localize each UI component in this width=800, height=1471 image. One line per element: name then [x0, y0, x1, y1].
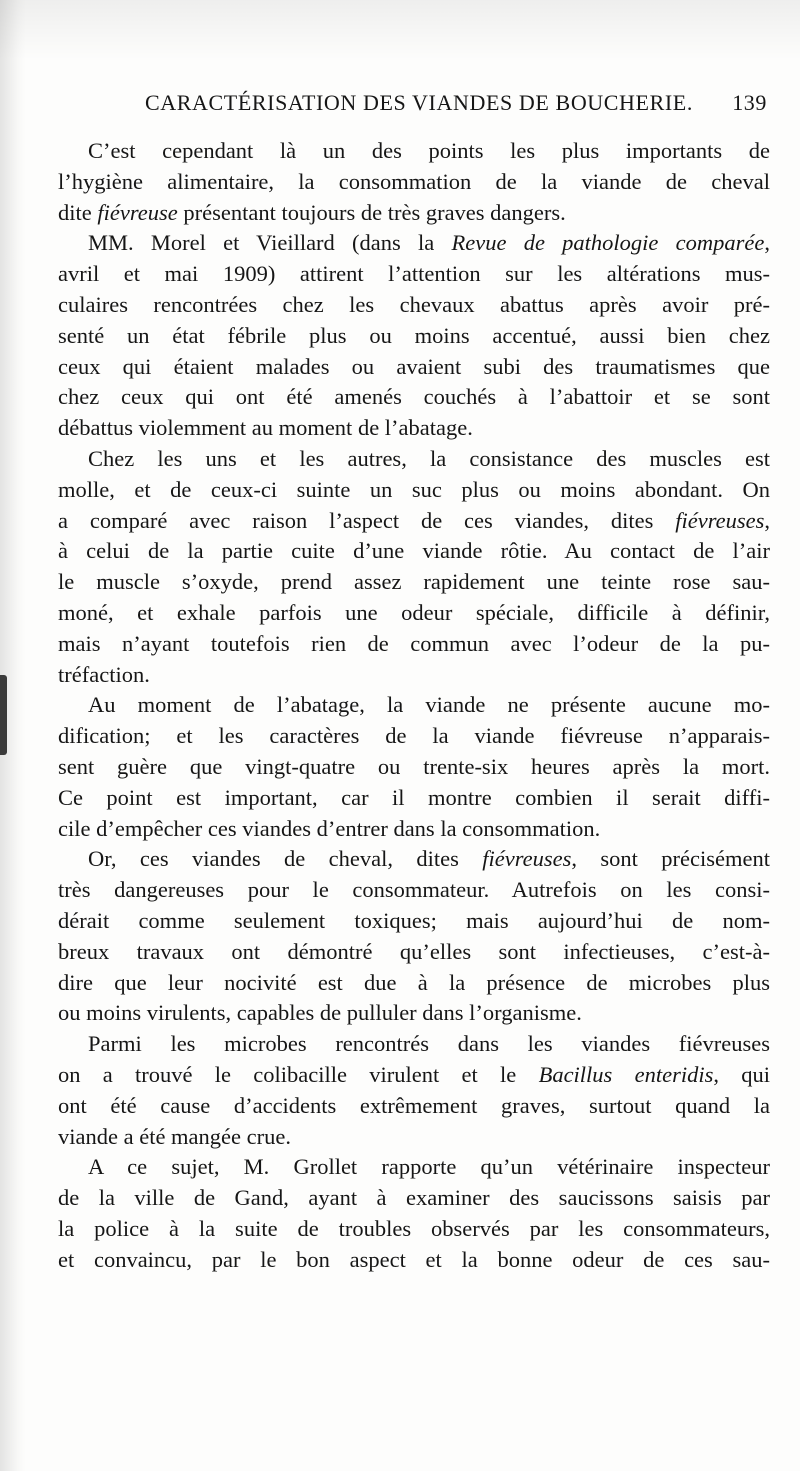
text-line	[58, 1029, 770, 1060]
text-segment: Au moment de l’abatage, la viande ne présente aucune mo-	[88, 692, 770, 718]
text-segment: cile d’empêcher ces viandes d’entrer dans la consommation.	[58, 815, 601, 841]
text-segment: Parmi les microbes rencontrés dans les viandes fiévreuses	[88, 1031, 770, 1057]
text-segment: dification; et les caractères de la viande fiévreuse n’apparais-	[58, 723, 770, 749]
italic-term: Bacillus enteridis	[538, 1061, 714, 1087]
italic-term: fiévreuses	[482, 846, 572, 872]
text-line	[58, 1122, 770, 1153]
text-segment: la police à la suite de troubles observés par les consommateurs,	[58, 1215, 770, 1241]
text-segment: de la ville de Gand, ayant à examiner des saucissons saisis par	[58, 1185, 770, 1211]
text-segment: senté un état fébrile plus ou moins accentué, aussi bien chez	[58, 322, 770, 348]
text-segment: l’hygiène alimentaire, la consommation de la viande de cheval	[58, 168, 770, 194]
text-line	[58, 444, 770, 475]
text-line	[58, 629, 770, 660]
text-line	[58, 906, 770, 937]
text-segment: avril et mai 1909) attirent l’attention sur les altérations mus-	[58, 261, 770, 287]
page-number: 139	[732, 90, 767, 115]
text-segment: ont été cause d’accidents extrêmement graves, surtout quand la	[58, 1092, 770, 1118]
text-segment: , qui	[713, 1061, 770, 1087]
text-line	[58, 228, 770, 259]
text-line	[58, 413, 770, 444]
text-line	[58, 783, 770, 814]
text-line	[58, 814, 770, 845]
text-segment: dite	[58, 199, 98, 225]
text-segment: C’est cependant là un des points les plus importants de	[88, 138, 770, 163]
scan-edge-mark	[0, 675, 7, 755]
italic-term: Revue de pathologie comparée	[451, 230, 765, 256]
text-line	[58, 968, 770, 999]
text-segment: tréfaction.	[58, 661, 150, 687]
text-segment: débattus violemment au moment de l’abatage.	[58, 415, 473, 441]
text-segment: très dangereuses pour le consommateur. Autrefois on les consi-	[58, 877, 770, 903]
text-segment: , sont précisément	[571, 846, 770, 872]
text-line	[58, 690, 770, 721]
text-line	[58, 475, 770, 506]
text-segment: MM. Morel et Vieillard (dans la	[88, 230, 452, 256]
text-segment: ,	[764, 230, 770, 256]
text-line	[58, 506, 770, 537]
text-line	[58, 937, 770, 968]
text-segment: molle, et de ceux-ci suinte un suc plus ou moins abondant. On	[58, 476, 770, 502]
running-head	[145, 86, 767, 120]
text-line	[58, 259, 770, 290]
text-segment: Chez les uns et les autres, la consistance des muscles est	[88, 445, 770, 471]
text-segment: ,	[764, 507, 770, 533]
text-line	[58, 352, 770, 383]
text-segment: culaires rencontrées chez les chevaux abattus après avoir pré-	[58, 291, 770, 317]
text-line	[58, 998, 770, 1029]
text-line	[58, 1060, 770, 1091]
body-text	[58, 136, 770, 1275]
text-line	[58, 1245, 770, 1276]
text-line	[58, 844, 770, 875]
text-segment: et convaincu, par le bon aspect et la bonne odeur de ces sau-	[58, 1246, 770, 1272]
text-segment: on a trouvé le colibacille virulent et le	[58, 1061, 539, 1087]
text-line	[58, 875, 770, 906]
text-line	[58, 598, 770, 629]
text-segment: mais n’ayant toutefois rien de commun avec l’odeur de la pu-	[58, 630, 770, 656]
text-segment: moné, et exhale parfois une odeur spéciale, difficile à définir,	[58, 599, 770, 625]
text-line	[58, 167, 770, 198]
text-segment: Or, ces viandes de cheval, dites	[88, 846, 483, 872]
text-line	[58, 752, 770, 783]
text-segment: dire que leur nocivité est due à la présence de microbes plus	[58, 969, 770, 995]
text-segment: Ce point est important, car il montre combien il serait diffi-	[58, 784, 770, 810]
text-line	[58, 1214, 770, 1245]
text-line	[58, 290, 770, 321]
text-line	[58, 1152, 770, 1183]
text-segment: sent guère que vingt-quatre ou trente-six heures après la mort.	[58, 753, 770, 779]
italic-term: fiévreuses	[675, 507, 765, 533]
text-segment: viande a été mangée crue.	[58, 1123, 291, 1149]
text-segment: a comparé avec raison l’aspect de ces viandes, dites	[58, 507, 676, 533]
text-line	[58, 536, 770, 567]
text-line	[58, 1091, 770, 1122]
text-line	[58, 321, 770, 352]
scan-top-shadow	[0, 0, 800, 60]
text-segment: dérait comme seulement toxiques; mais aujourd’hui de nom-	[58, 907, 770, 933]
text-segment: chez ceux qui ont été amenés couchés à l’abattoir et se sont	[58, 384, 770, 410]
running-title: CARACTÉRISATION DES VIANDES DE BOUCHERIE.	[145, 90, 693, 115]
text-line	[58, 136, 770, 167]
text-line	[58, 382, 770, 413]
text-line	[58, 567, 770, 598]
text-segment: ou moins virulents, capables de pulluler dans l’organisme.	[58, 1000, 582, 1026]
italic-term: fiévreuse	[97, 199, 178, 225]
text-line	[58, 198, 770, 229]
text-segment: le muscle s’oxyde, prend assez rapidement une teinte rose sau-	[58, 569, 770, 595]
text-segment: ceux qui étaient malades ou avaient subi des traumatismes que	[58, 353, 770, 379]
text-segment: présentant toujours de très graves dangers.	[177, 199, 566, 225]
text-line	[58, 721, 770, 752]
text-segment: breux travaux ont démontré qu’elles sont infectieuses, c’est-à-	[58, 938, 770, 964]
text-line	[58, 660, 770, 691]
text-segment: A ce sujet, M. Grollet rapporte qu’un vétérinaire inspecteur	[88, 1154, 770, 1180]
text-segment: à celui de la partie cuite d’une viande rôtie. Au contact de l’air	[58, 538, 770, 564]
text-line	[58, 1183, 770, 1214]
